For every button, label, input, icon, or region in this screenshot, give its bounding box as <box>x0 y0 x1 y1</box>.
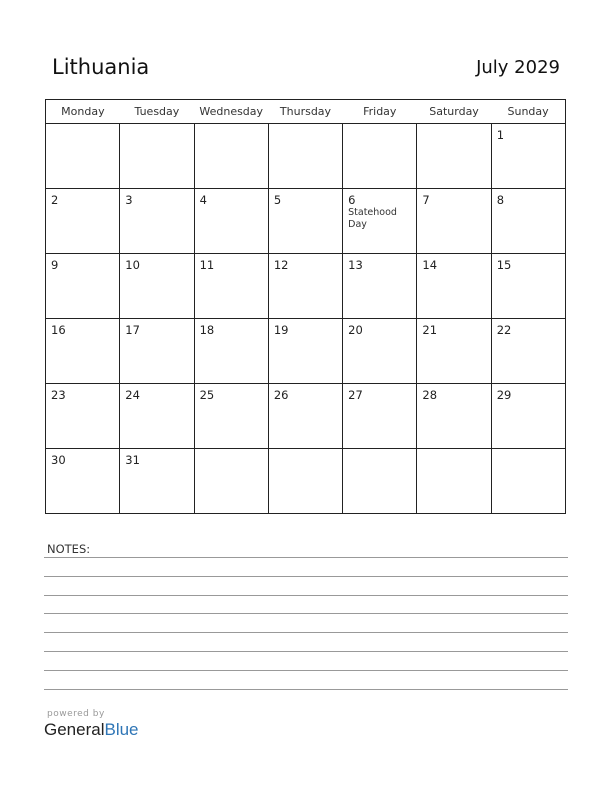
day-number: 11 <box>199 258 215 272</box>
day-number: 23 <box>51 388 66 402</box>
note-line <box>44 557 568 558</box>
day-cell <box>343 189 417 254</box>
day-number: 3 <box>125 193 133 207</box>
day-cell <box>268 254 342 319</box>
weekday-header: Friday <box>343 100 417 124</box>
weekday-header-row <box>46 100 566 124</box>
day-number: 14 <box>422 258 438 272</box>
weekday-header: Sunday <box>491 100 565 124</box>
day-number: 7 <box>422 193 430 207</box>
day-cell <box>491 254 565 319</box>
day-cell <box>120 124 194 189</box>
day-cell <box>268 189 342 254</box>
day-number: 28 <box>422 388 438 402</box>
day-cell <box>343 124 417 189</box>
day-cell <box>194 384 268 449</box>
day-cell <box>417 124 491 189</box>
day-cell <box>194 189 268 254</box>
week-row <box>46 124 566 189</box>
day-cell <box>491 124 565 189</box>
day-cell <box>194 254 268 319</box>
week-row <box>46 319 566 384</box>
week-row <box>46 254 566 319</box>
day-number: 10 <box>125 258 140 272</box>
note-line <box>44 595 568 596</box>
day-cell <box>417 189 491 254</box>
month-year-title: July 2029 <box>476 57 560 78</box>
day-number: 18 <box>199 323 215 337</box>
day-number: 26 <box>273 388 289 402</box>
day-cell <box>120 189 194 254</box>
day-number: 21 <box>422 323 438 337</box>
weekday-header: Wednesday <box>194 100 268 124</box>
day-number: 25 <box>199 388 215 402</box>
day-cell <box>120 319 194 384</box>
day-cell <box>417 319 491 384</box>
day-cell <box>491 189 565 254</box>
day-cell <box>417 254 491 319</box>
weekday-header: Saturday <box>417 100 491 124</box>
day-cell <box>417 384 491 449</box>
note-line <box>44 632 568 633</box>
day-cell <box>343 254 417 319</box>
day-number: 19 <box>273 323 289 337</box>
day-cell <box>46 124 120 189</box>
brand-name-part1: General <box>44 720 105 739</box>
weekday-header: Monday <box>46 100 120 124</box>
notes-label: NOTES: <box>47 542 91 556</box>
day-cell <box>46 449 120 514</box>
powered-by-text: powered by <box>47 709 105 719</box>
day-cell <box>46 189 120 254</box>
day-cell <box>46 254 120 319</box>
day-cell <box>120 254 194 319</box>
country-title: Lithuania <box>52 55 150 79</box>
weekday-header: Thursday <box>268 100 342 124</box>
day-number: 16 <box>51 323 66 337</box>
day-cell <box>343 384 417 449</box>
day-number: 12 <box>273 258 289 272</box>
week-row <box>46 449 566 514</box>
generalblue-logo <box>44 720 139 740</box>
day-number: 24 <box>125 388 140 402</box>
day-cell <box>194 449 268 514</box>
day-number: 31 <box>125 453 140 467</box>
day-cell <box>120 449 194 514</box>
calendar-grid <box>45 99 566 514</box>
day-number: 22 <box>496 323 512 337</box>
week-row <box>46 384 566 449</box>
note-line <box>44 689 568 690</box>
day-cell <box>343 319 417 384</box>
day-number: 6 <box>348 193 356 207</box>
day-cell <box>268 449 342 514</box>
day-number: 27 <box>348 388 363 402</box>
note-line <box>44 613 568 614</box>
week-row <box>46 189 566 254</box>
day-number: 8 <box>496 193 505 207</box>
day-number: 2 <box>51 193 59 207</box>
day-cell <box>417 449 491 514</box>
day-number: 29 <box>496 388 512 402</box>
day-number: 15 <box>496 258 512 272</box>
day-number: 30 <box>51 453 66 467</box>
note-line <box>44 651 568 652</box>
day-cell <box>491 319 565 384</box>
day-number: 4 <box>199 193 207 207</box>
note-line <box>44 670 568 671</box>
day-cell <box>343 449 417 514</box>
day-number: 13 <box>348 258 363 272</box>
day-cell <box>46 319 120 384</box>
day-number: 20 <box>348 323 363 337</box>
holiday-label: Statehood Day <box>348 207 397 230</box>
day-cell <box>194 319 268 384</box>
note-line <box>44 576 568 577</box>
day-number: 1 <box>496 128 505 142</box>
day-cell <box>46 384 120 449</box>
day-cell <box>268 319 342 384</box>
weekday-header: Tuesday <box>120 100 194 124</box>
brand-name-part2: Blue <box>104 720 139 739</box>
day-number: 5 <box>273 193 282 207</box>
day-cell <box>491 384 565 449</box>
day-cell <box>268 124 342 189</box>
day-cell <box>120 384 194 449</box>
day-cell <box>491 449 565 514</box>
day-number: 9 <box>51 258 59 272</box>
day-cell <box>268 384 342 449</box>
day-number: 17 <box>125 323 140 337</box>
day-cell <box>194 124 268 189</box>
